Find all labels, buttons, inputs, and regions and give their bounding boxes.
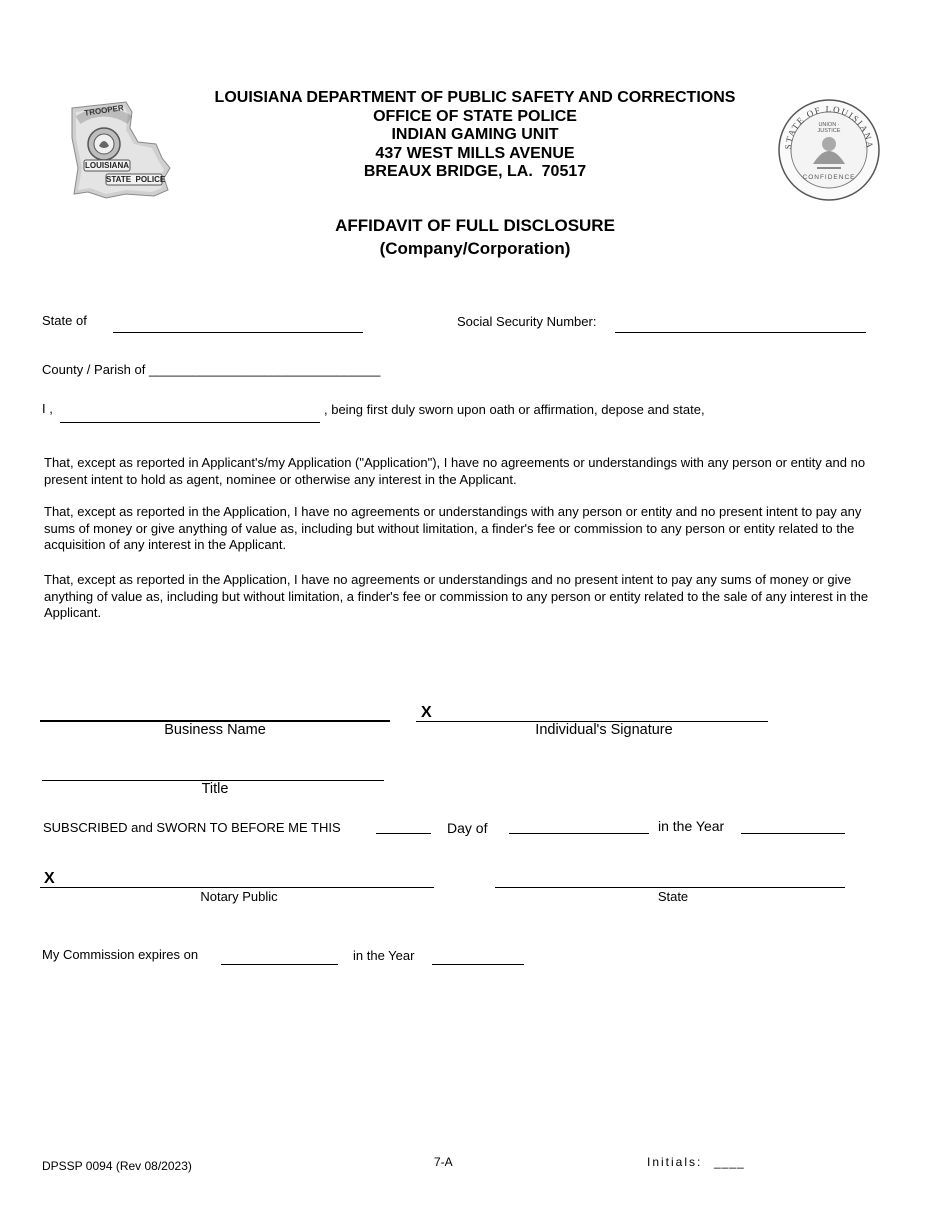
header-line-street: 437 WEST MILLS AVENUE — [375, 144, 575, 162]
sworn-statement: , being first duly sworn upon oath or affirmation, depose and state, — [324, 402, 705, 417]
commission-year-input[interactable] — [432, 964, 524, 965]
disclosure-paragraph-3: That, except as reported in the Application, I have no agreements or understandings and no present intent to pay any sums of money or give anything of value as, including but without limitation, a finder's fee or commission to any person or entity related to the sale of any interest in the Applicant. — [44, 572, 869, 620]
badge-mid-text: LOUISIANA — [85, 161, 129, 170]
year-input[interactable] — [741, 833, 845, 834]
initials-label: Initials: — [647, 1155, 703, 1169]
state-of-input[interactable] — [113, 332, 363, 333]
seal-motto: UNION · JUSTICE — [817, 122, 841, 134]
disclosure-paragraph-1: That, except as reported in Applicant's/my Application ("Application"), I have no agreements or understandings with any person or entity and no present intent to hold as agent, nominee or otherwise any interest in the Applicant. — [44, 455, 866, 487]
state-police-badge-logo — [66, 98, 174, 202]
notary-state-label: State — [657, 889, 689, 904]
disclosure-paragraph-2: That, except as reported in the Application, I have no agreements or understandings with any person or entity and no present intent to pay any sums of money or give anything of value as, including but without limitation, a finder's fee or commission to any person or entity related to the acquisition of any interest in the Applicant. — [44, 504, 862, 552]
county-parish-field[interactable]: County / Parish of ________________________________ — [42, 362, 381, 377]
day-input[interactable] — [376, 833, 431, 834]
badge-bottom-text: STATE POLICE — [106, 175, 166, 184]
notary-public-label: Notary Public — [200, 889, 278, 904]
form-number: DPSSP 0094 (Rev 08/2023) — [42, 1159, 192, 1173]
business-name-label: Business Name — [164, 722, 266, 738]
individual-signature-label: Individual's Signature — [535, 722, 673, 738]
page-number: 7-A — [434, 1155, 453, 1169]
affiant-prefix: I , — [42, 401, 53, 416]
seal-ring-text: STATE OF LOUISIANA — [782, 103, 876, 150]
badge-top-text: TROOPER — [83, 103, 125, 118]
in-the-year-label: in the Year — [658, 818, 725, 834]
form-title — [200, 214, 750, 260]
header-line-unit: INDIAN GAMING UNIT — [391, 126, 559, 143]
seal-bottom-text: CONFIDENCE — [802, 174, 856, 181]
header-line-office: OFFICE OF STATE POLICE — [373, 107, 577, 125]
affiant-name-input[interactable] — [60, 422, 320, 423]
ssn-label: Social Security Number: — [457, 314, 597, 329]
signature-x-mark: X — [421, 704, 432, 721]
notary-state-input[interactable] — [495, 887, 845, 888]
header-line-city: BREAUX BRIDGE, LA. 70517 — [363, 163, 587, 180]
state-of-label: State of — [42, 313, 87, 328]
month-input[interactable] — [509, 833, 649, 834]
notary-signature-input[interactable] — [40, 887, 434, 888]
initials-input[interactable]: ____ — [714, 1155, 745, 1169]
state-seal-logo — [777, 98, 881, 202]
commission-date-input[interactable] — [221, 964, 338, 965]
agency-header — [160, 89, 790, 182]
form-title-subtitle: (Company/Corporation) — [379, 239, 571, 258]
commission-expires-label: My Commission expires on — [42, 947, 199, 962]
commission-year-label: in the Year — [353, 948, 415, 963]
title-label: Title — [201, 781, 229, 797]
header-line-department: LOUISIANA DEPARTMENT OF PUBLIC SAFETY AND CORRECTIONS — [214, 89, 736, 106]
ssn-input[interactable] — [615, 332, 866, 333]
notary-x-mark: X — [44, 870, 55, 887]
subscribed-label: SUBSCRIBED and SWORN TO BEFORE ME THIS — [43, 820, 341, 835]
day-of-label: Day of — [447, 820, 488, 836]
form-title-main: AFFIDAVIT OF FULL DISCLOSURE — [335, 216, 615, 235]
